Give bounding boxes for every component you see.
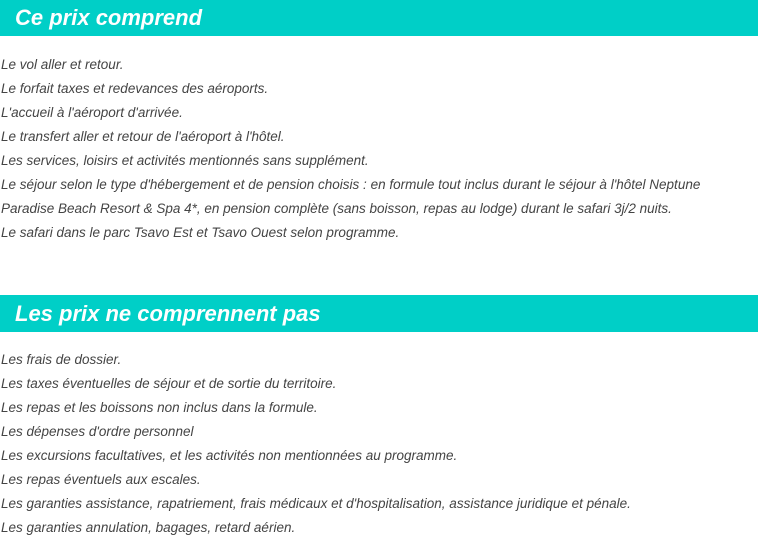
list-item: L'accueil à l'aéroport d'arrivée. [1, 105, 183, 120]
list-item: Le forfait taxes et redevances des aéroports. [1, 81, 269, 96]
list-item: Le vol aller et retour. [1, 57, 124, 72]
excluded-list [0, 348, 758, 540]
list-item: Les excursions facultatives, et les activités non mentionnées au programme. [1, 448, 458, 463]
included-section [0, 0, 758, 245]
list-item: Les taxes éventuelles de séjour et de sortie du territoire. [1, 376, 337, 391]
list-item: Les repas et les boissons non inclus dans la formule. [1, 400, 318, 415]
list-item: Les frais de dossier. [1, 352, 122, 367]
list-item: Les dépenses d'ordre personnel [1, 424, 194, 439]
list-item: Le transfert aller et retour de l'aéroport à l'hôtel. [1, 129, 285, 144]
list-item: Les services, loisirs et activités mentionnés sans supplément. [1, 153, 369, 168]
included-heading: Ce prix comprend [0, 0, 758, 36]
list-item: Les repas éventuels aux escales. [1, 472, 201, 487]
excluded-heading: Les prix ne comprennent pas [0, 295, 758, 332]
list-item: Les garanties assistance, rapatriement, frais médicaux et d'hospitalisation, assistance juridique et pénale. [1, 496, 631, 511]
list-item: Les garanties annulation, bagages, retard aérien. [1, 520, 296, 535]
list-item: Le safari dans le parc Tsavo Est et Tsavo Ouest selon programme. [1, 225, 400, 240]
included-list [0, 53, 758, 245]
excluded-section [0, 295, 758, 540]
list-item: Le séjour selon le type d'hébergement et de pension choisis : en formule tout inclus durant le séjour à l'hôtel Neptune Paradise Beach Resort & Spa 4*, en pension complète (sans boisson, repas au lodge) durant le safari 3j/2 nuits. [1, 177, 701, 216]
